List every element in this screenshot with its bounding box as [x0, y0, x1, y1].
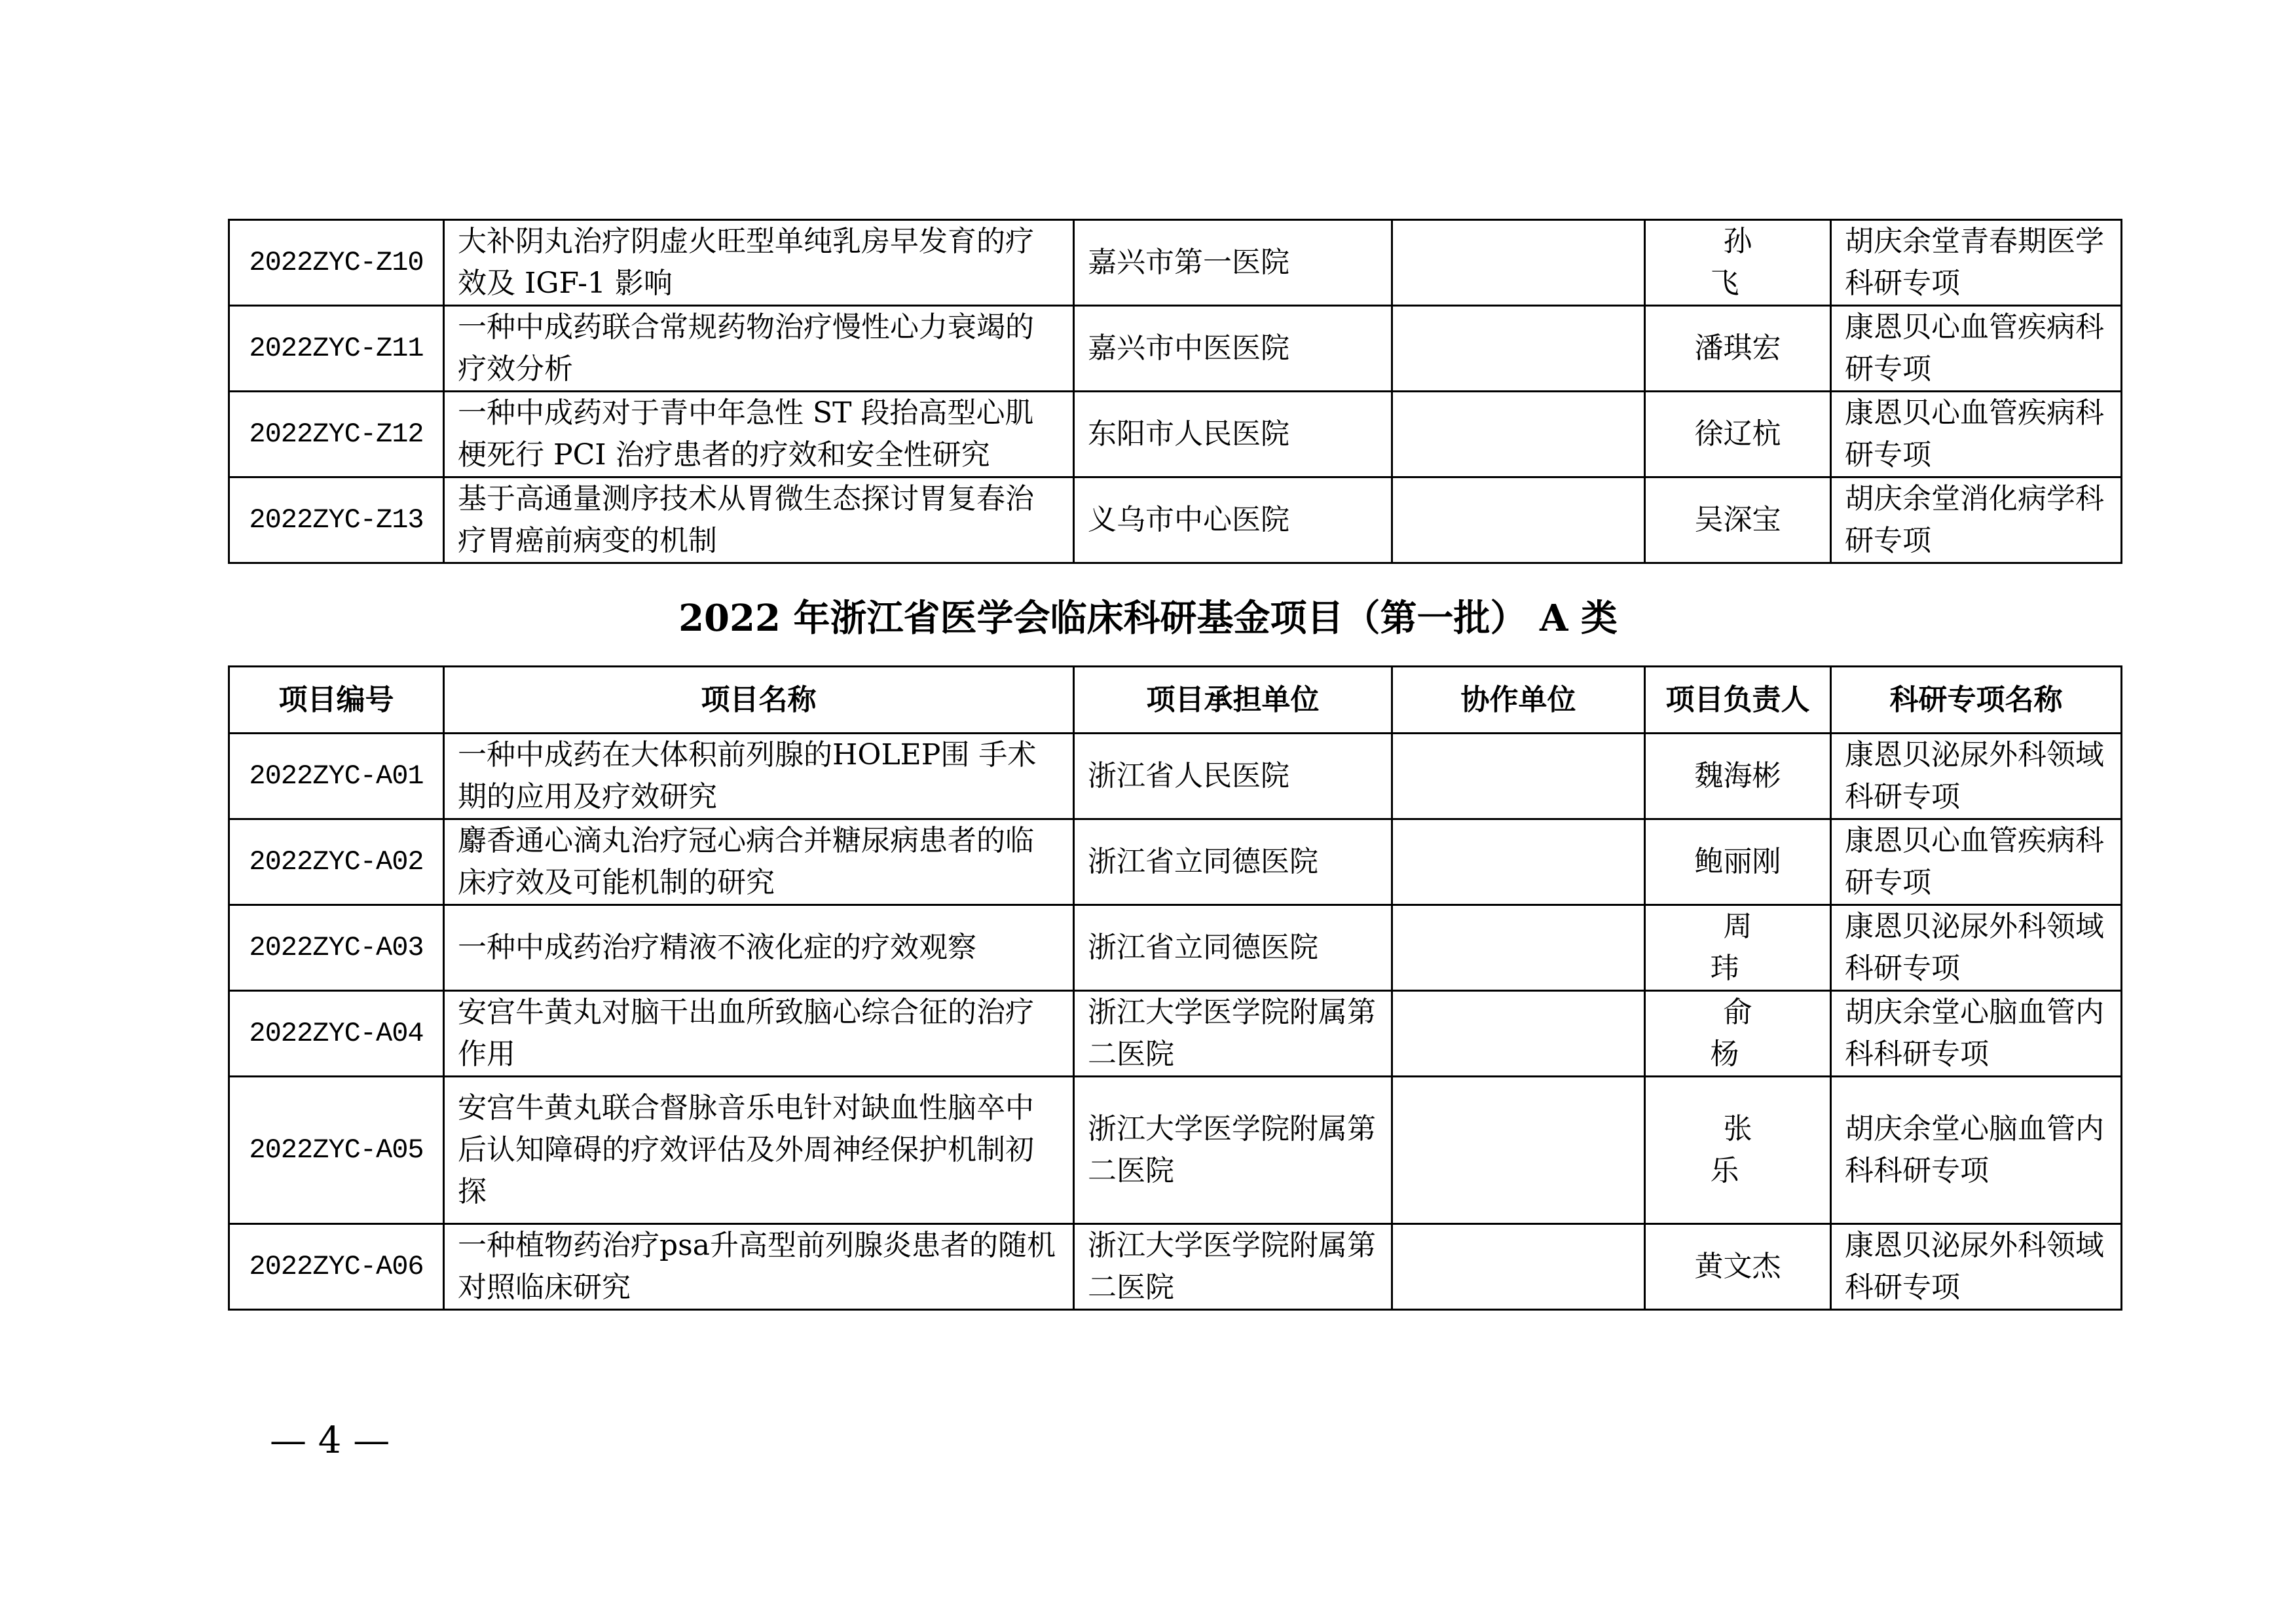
project-code: 2022ZYC-Z12 — [229, 392, 444, 477]
table-row — [229, 1077, 2122, 1224]
host-unit: 浙江省立同德医院 — [1074, 819, 1392, 905]
header-project-name: 项目名称 — [444, 667, 1074, 734]
partner-unit — [1392, 991, 1645, 1077]
project-code: 2022ZYC-A04 — [229, 991, 444, 1077]
program-name: 康恩贝心血管疾病科研专项 — [1831, 306, 2122, 392]
program-name: 胡庆余堂青春期医学科研专项 — [1831, 220, 2122, 306]
header-partner-unit: 协作单位 — [1392, 667, 1645, 734]
project-name: 一种中成药治疗精液不液化症的疗效观察 — [444, 905, 1074, 991]
header-project-code: 项目编号 — [229, 667, 444, 734]
program-name: 胡庆余堂消化病学科研专项 — [1831, 477, 2122, 563]
host-unit: 浙江大学医学院附属第二医院 — [1074, 991, 1392, 1077]
program-name: 胡庆余堂心脑血管内科科研专项 — [1831, 1077, 2122, 1224]
project-name: 基于高通量测序技术从胃微生态探讨胃复春治疗胃癌前病变的机制 — [444, 477, 1074, 563]
host-unit: 嘉兴市中医医院 — [1074, 306, 1392, 392]
host-unit: 嘉兴市第一医院 — [1074, 220, 1392, 306]
program-name: 康恩贝泌尿外科领域科研专项 — [1831, 734, 2122, 819]
partner-unit — [1392, 1077, 1645, 1224]
program-name: 康恩贝心血管疾病科研专项 — [1831, 392, 2122, 477]
project-code: 2022ZYC-A03 — [229, 905, 444, 991]
partner-unit — [1392, 819, 1645, 905]
project-leader: 周 玮 — [1645, 905, 1831, 991]
host-unit: 浙江省人民医院 — [1074, 734, 1392, 819]
project-name: 大补阴丸治疗阴虚火旺型单纯乳房早发育的疗效及 IGF-1 影响 — [444, 220, 1074, 306]
host-unit: 浙江省立同德医院 — [1074, 905, 1392, 991]
program-name: 胡庆余堂心脑血管内科科研专项 — [1831, 991, 2122, 1077]
project-code: 2022ZYC-A01 — [229, 734, 444, 819]
table-row — [229, 477, 2122, 563]
table-header-row — [229, 667, 2122, 734]
project-leader: 黄文杰 — [1645, 1224, 1831, 1310]
project-code: 2022ZYC-Z10 — [229, 220, 444, 306]
partner-unit — [1392, 477, 1645, 563]
host-unit: 浙江大学医学院附属第二医院 — [1074, 1224, 1392, 1310]
table-row — [229, 306, 2122, 392]
table-row — [229, 991, 2122, 1077]
project-code: 2022ZYC-A06 — [229, 1224, 444, 1310]
table-row — [229, 905, 2122, 991]
partner-unit — [1392, 1224, 1645, 1310]
project-code: 2022ZYC-Z13 — [229, 477, 444, 563]
project-name: 一种植物药治疗psa升高型前列腺炎患者的随机对照临床研究 — [444, 1224, 1074, 1310]
table-row — [229, 819, 2122, 905]
project-leader: 孙 飞 — [1645, 220, 1831, 306]
partner-unit — [1392, 306, 1645, 392]
top-continued-table — [228, 219, 2122, 564]
partner-unit — [1392, 734, 1645, 819]
project-code: 2022ZYC-A05 — [229, 1077, 444, 1224]
project-leader: 吴深宝 — [1645, 477, 1831, 563]
project-code: 2022ZYC-Z11 — [229, 306, 444, 392]
project-name: 一种中成药联合常规药物治疗慢性心力衰竭的疗效分析 — [444, 306, 1074, 392]
project-leader: 魏海彬 — [1645, 734, 1831, 819]
table-row — [229, 734, 2122, 819]
table-row — [229, 1224, 2122, 1310]
section-title: 2022 年浙江省医学会临床科研基金项目（第一批） A 类 — [678, 597, 1618, 640]
partner-unit — [1392, 220, 1645, 306]
program-name: 康恩贝心血管疾病科研专项 — [1831, 819, 2122, 905]
project-name: 安宫牛黄丸联合督脉音乐电针对缺血性脑卒中后认知障碍的疗效评估及外周神经保护机制初探 — [444, 1077, 1074, 1224]
header-project-leader: 项目负责人 — [1645, 667, 1831, 734]
project-leader: 张 乐 — [1645, 1077, 1831, 1224]
page-number: — 4 — — [270, 1419, 390, 1462]
host-unit: 东阳市人民医院 — [1074, 392, 1392, 477]
host-unit: 浙江大学医学院附属第二医院 — [1074, 1077, 1392, 1224]
table-row — [229, 392, 2122, 477]
header-host-unit: 项目承担单位 — [1074, 667, 1392, 734]
program-name: 康恩贝泌尿外科领域科研专项 — [1831, 1224, 2122, 1310]
project-code: 2022ZYC-A02 — [229, 819, 444, 905]
partner-unit — [1392, 392, 1645, 477]
project-leader: 鲍丽刚 — [1645, 819, 1831, 905]
project-name: 安宫牛黄丸对脑干出血所致脑心综合征的治疗作用 — [444, 991, 1074, 1077]
project-leader: 潘琪宏 — [1645, 306, 1831, 392]
project-name: 麝香通心滴丸治疗冠心病合并糖尿病患者的临床疗效及可能机制的研究 — [444, 819, 1074, 905]
project-leader: 俞 杨 — [1645, 991, 1831, 1077]
project-name: 一种中成药对于青中年急性 ST 段抬高型心肌梗死行 PCI 治疗患者的疗效和安全性研究 — [444, 392, 1074, 477]
partner-unit — [1392, 905, 1645, 991]
program-name: 康恩贝泌尿外科领域科研专项 — [1831, 905, 2122, 991]
table-row — [229, 220, 2122, 306]
header-program-name: 科研专项名称 — [1831, 667, 2122, 734]
host-unit: 义乌市中心医院 — [1074, 477, 1392, 563]
project-list-table — [228, 665, 2122, 1311]
project-leader: 徐辽杭 — [1645, 392, 1831, 477]
project-name: 一种中成药在大体积前列腺的HOLEP围 手术期的应用及疗效研究 — [444, 734, 1074, 819]
